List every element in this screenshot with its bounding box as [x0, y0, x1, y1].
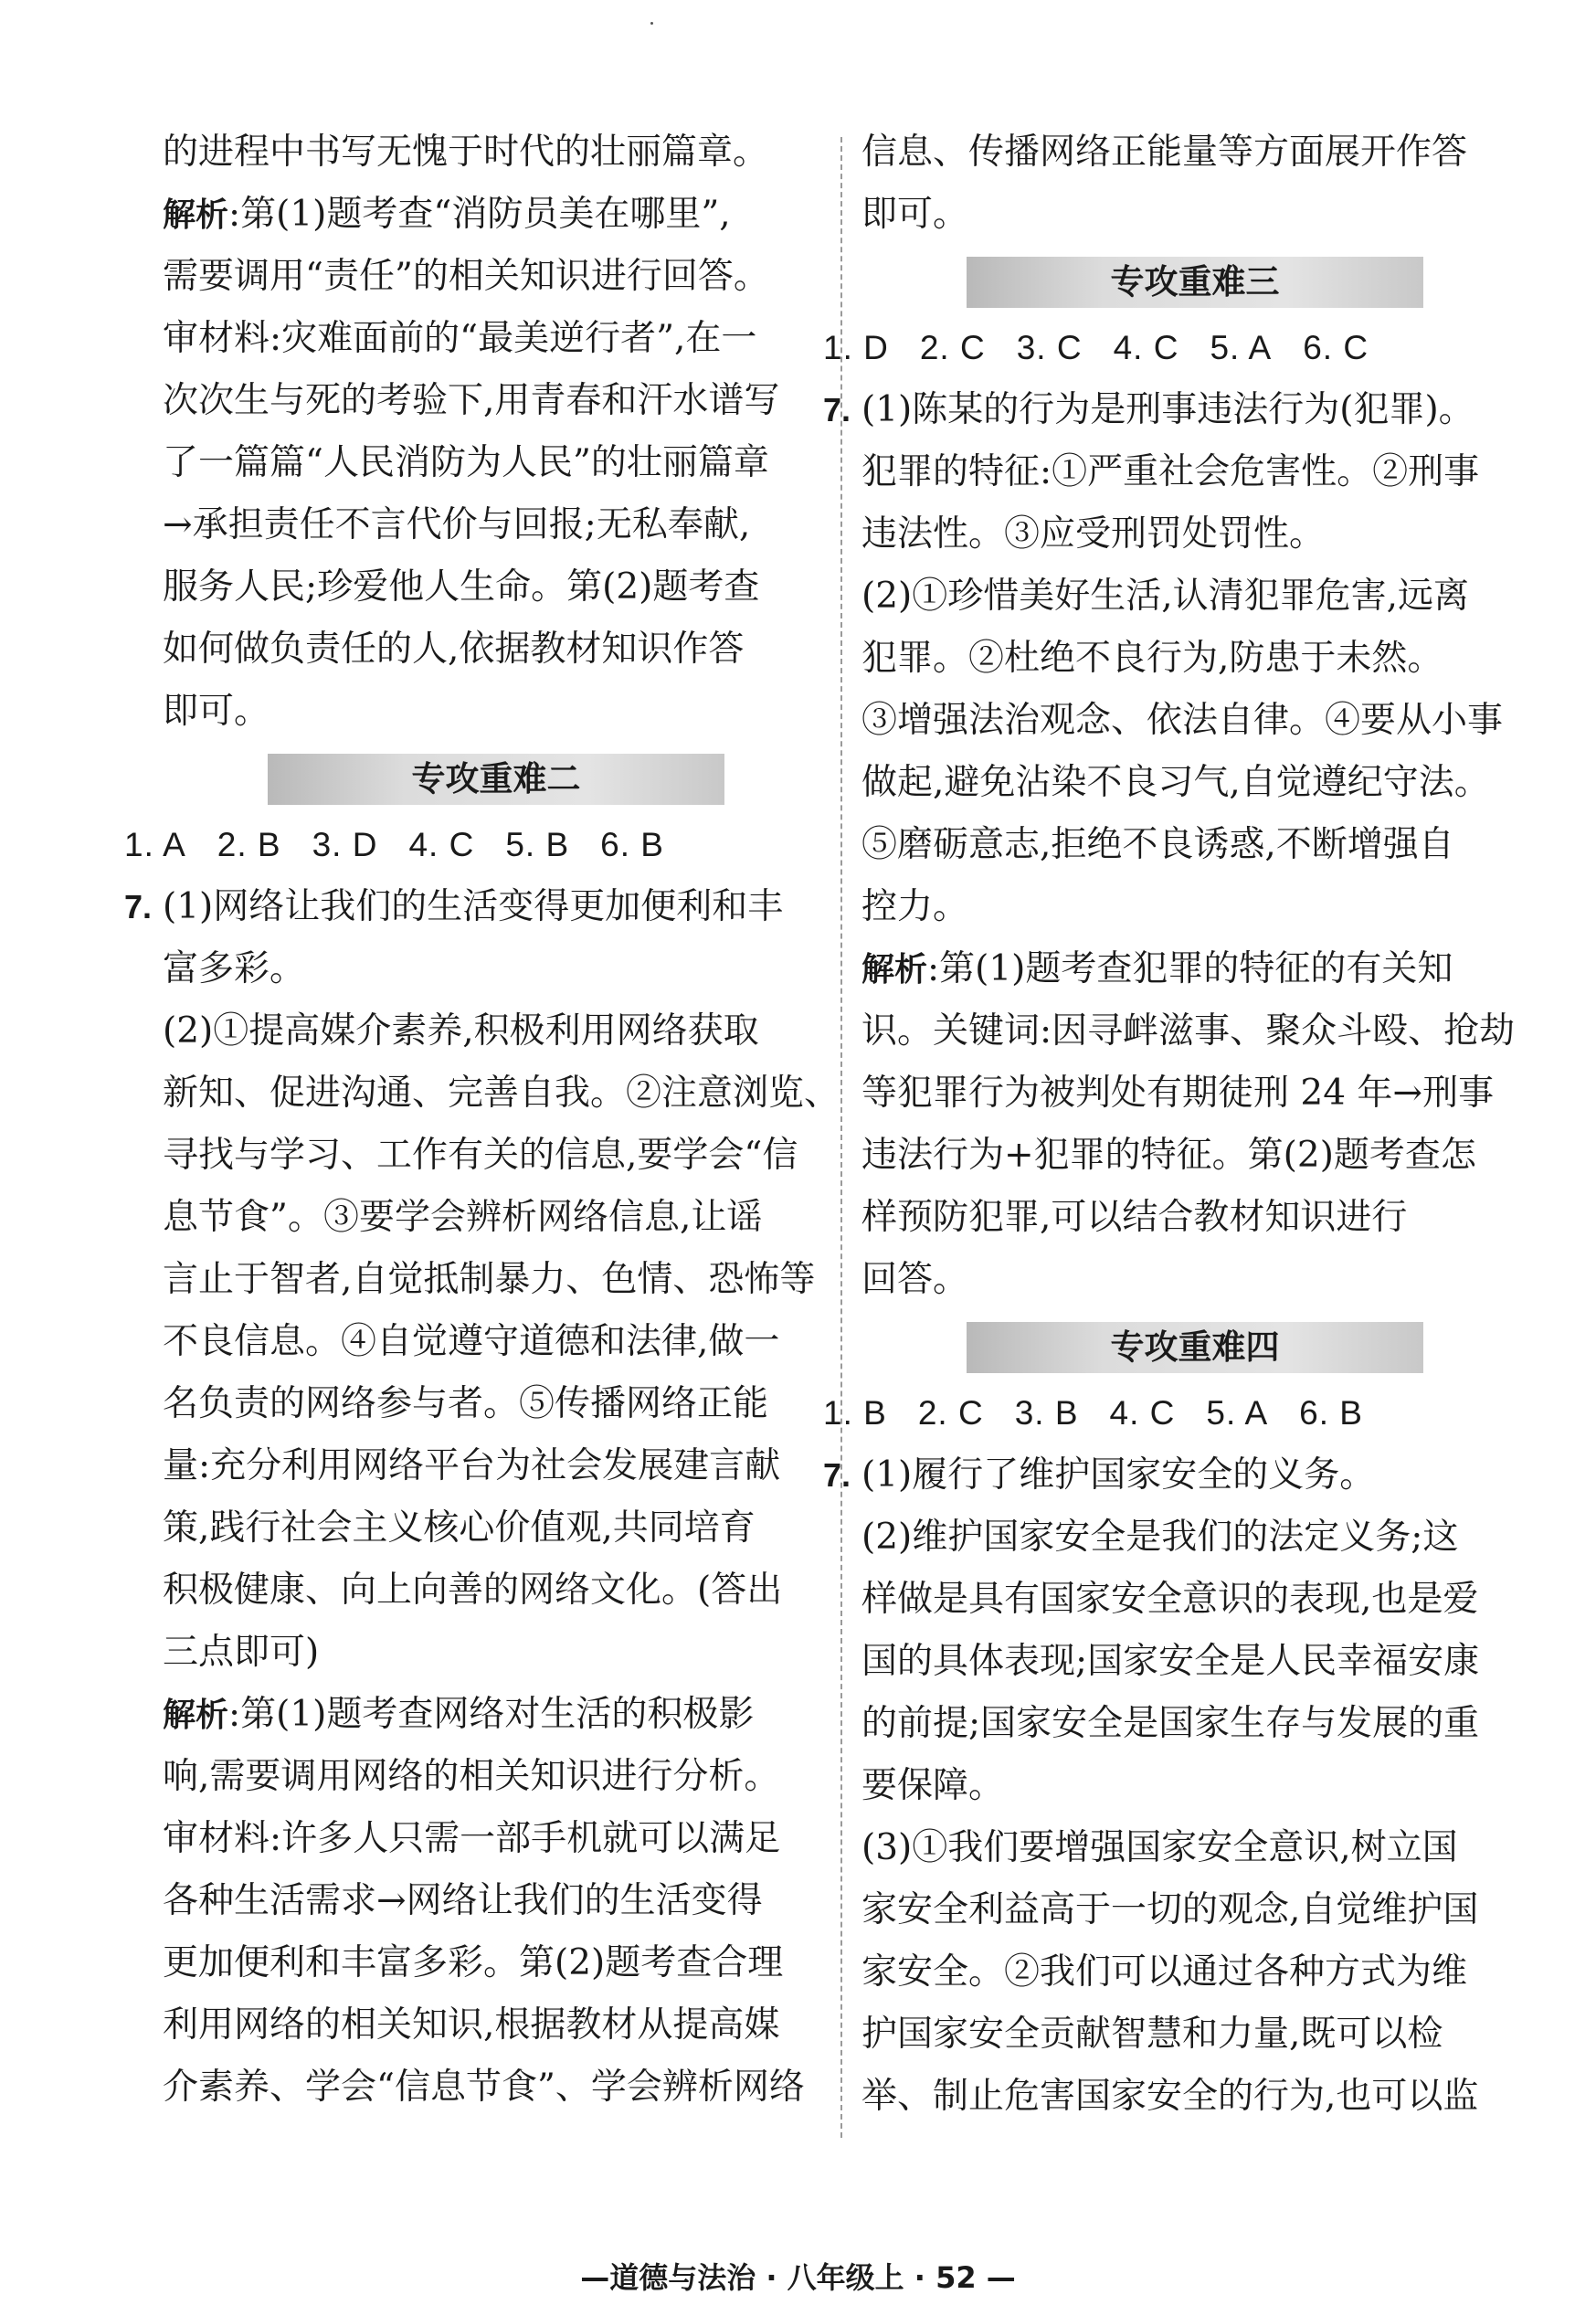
- answer-item: 6. B: [600, 826, 664, 863]
- text-line: 的进程中书写无愧于时代的壮丽篇章。: [163, 132, 769, 173]
- analysis-line: [861, 938, 1528, 1000]
- question-text: (1)履行了维护国家安全的义务。: [861, 1454, 1376, 1496]
- right-column: [823, 122, 1528, 2128]
- question-number: 7.: [823, 1456, 851, 1494]
- answer-item: 5. B: [505, 826, 570, 863]
- text-line: 样做是具有国家安全意识的表现,也是爱: [861, 1579, 1479, 1620]
- text-line: 即可。: [163, 691, 270, 732]
- text-line: 信息、传播网络正能量等方面展开作答: [861, 132, 1468, 173]
- text-line: 国的具体表现;国家安全是人民幸福安康: [861, 1641, 1480, 1682]
- answer-item: 4. C: [1109, 1394, 1176, 1432]
- text-line: 做起,避免沾染不良习气,自觉遵纪守法。: [861, 762, 1490, 803]
- left-column: [124, 122, 840, 2119]
- answer-row: [124, 814, 830, 876]
- answer-item: 3. C: [1016, 329, 1083, 366]
- text-line: 息节食”。③要学会辨析网络信息,让谣: [163, 1197, 763, 1238]
- text-line: 富多彩。: [163, 948, 306, 989]
- question-number: 7.: [823, 391, 851, 428]
- analysis-text: :第(1)题考查犯罪的特征的有关知: [927, 948, 1453, 989]
- text-line: 护国家安全贡献智慧和力量,既可以检: [861, 2014, 1443, 2055]
- analysis-line: [163, 1684, 830, 1746]
- text-line: (3)①我们要增强国家安全意识,树立国: [861, 1827, 1458, 1868]
- question-text: (1)陈某的行为是刑事违法行为(犯罪)。: [861, 389, 1474, 430]
- text-line: (2)维护国家安全是我们的法定义务;这: [861, 1517, 1459, 1558]
- answer-item: 2. B: [217, 826, 281, 863]
- analysis-label: 解析: [861, 951, 928, 989]
- text-line: 回答。: [861, 1259, 969, 1300]
- answer-row: [823, 317, 1528, 379]
- text-line: 犯罪的特征:①严重社会危害性。②刑事: [861, 451, 1480, 492]
- answer-item: 1. B: [823, 1394, 887, 1432]
- analysis-text: :第(1)题考查“消防员美在哪里”,: [228, 194, 731, 235]
- answer-item: 6. C: [1303, 329, 1369, 366]
- text-line: 违法行为+犯罪的特征。第(2)题考查怎: [861, 1135, 1476, 1176]
- analysis-label: 解析: [163, 196, 229, 234]
- text-line: 服务人民;珍爱他人生命。第(2)题考查: [163, 566, 760, 608]
- text-line: 识。关键词:因寻衅滋事、聚众斗殴、抢劫: [861, 1010, 1516, 1052]
- answer-item: 2. C: [917, 1394, 984, 1432]
- text-line: 等犯罪行为被判处有期徒刑 24 年→刑事: [861, 1073, 1495, 1114]
- answer-item: 1. D: [823, 329, 889, 366]
- answer-item: 1. A: [124, 826, 186, 863]
- answer-item: 4. C: [408, 826, 475, 863]
- analysis-line: [163, 184, 830, 246]
- text-line: →承担责任不言代价与回报;无私奉献,: [163, 504, 751, 545]
- text-line: 犯罪。②杜绝不良行为,防患于未然。: [861, 638, 1443, 679]
- text-line: 审材料:许多人只需一部手机就可以满足: [163, 1818, 781, 1859]
- text-line: 即可。: [861, 194, 969, 235]
- text-line: 家安全。②我们可以通过各种方式为维: [861, 1951, 1468, 1993]
- answer-item: 4. C: [1113, 329, 1179, 366]
- text-line: ③增强法治观念、依法自律。④要从小事: [861, 700, 1504, 741]
- text-line: 新知、促进沟通、完善自我。②注意浏览、: [163, 1073, 840, 1114]
- text-line: 的前提;国家安全是国家生存与发展的重: [861, 1703, 1480, 1744]
- page-speck: [650, 22, 653, 25]
- text-line: 不良信息。④自觉遵守道德和法律,做一: [163, 1321, 780, 1362]
- text-line: 次次生与死的考验下,用青春和汗水谱写: [163, 380, 780, 421]
- section-heading: 专攻重难四: [967, 1322, 1423, 1373]
- text-line: 积极健康、向上向善的网络文化。(答出: [163, 1570, 783, 1611]
- text-line: 控力。: [861, 886, 969, 927]
- text-line: 寻找与学习、工作有关的信息,要学会“信: [163, 1135, 798, 1176]
- section-heading: 专攻重难三: [967, 257, 1423, 308]
- text-line: 策,践行社会主义核心价值观,共同培育: [163, 1507, 756, 1549]
- section-heading-wrap: [163, 743, 830, 814]
- question-line: [124, 876, 830, 938]
- text-line: 样预防犯罪,可以结合教材知识进行: [861, 1197, 1408, 1238]
- text-line: 言止于智者,自觉抵制暴力、色情、恐怖等: [163, 1259, 816, 1300]
- answer-item: 3. B: [1014, 1394, 1079, 1432]
- answer-item: 5. A: [1210, 329, 1273, 366]
- section-heading-wrap: [861, 1311, 1528, 1382]
- text-line: (2)①提高媒介素养,积极利用网络获取: [163, 1010, 759, 1052]
- text-line: 举、制止危害国家安全的行为,也可以监: [861, 2076, 1479, 2117]
- text-line: 更加便利和丰富多彩。第(2)题考查合理: [163, 1942, 784, 1983]
- text-line: 需要调用“责任”的相关知识进行回答。: [163, 256, 769, 297]
- text-line: 响,需要调用网络的相关知识进行分析。: [163, 1756, 780, 1797]
- text-line: 量:充分利用网络平台为社会发展建言献: [163, 1445, 781, 1486]
- text-line: 如何做负责任的人,依据教材知识作答: [163, 629, 745, 670]
- question-number: 7.: [124, 888, 153, 925]
- question-line: [823, 1444, 1528, 1507]
- text-line: ⑤磨砺意志,拒绝不良诱惑,不断增强自: [861, 824, 1454, 865]
- section-heading: 专攻重难二: [268, 754, 724, 805]
- answer-item: 3. D: [312, 826, 378, 863]
- answer-row: [823, 1382, 1528, 1444]
- answer-item: 5. A: [1206, 1394, 1269, 1432]
- text-line: 了一篇篇“人民消防为人民”的壮丽篇章: [163, 442, 769, 483]
- analysis-text: :第(1)题考查网络对生活的积极影: [228, 1694, 755, 1735]
- answer-item: 2. C: [919, 329, 986, 366]
- page-footer: —道德与法治 · 八年级上 · 52 —: [580, 2260, 1016, 2295]
- text-line: 三点即可): [163, 1632, 320, 1673]
- question-line: [823, 379, 1528, 441]
- analysis-label: 解析: [163, 1697, 229, 1734]
- text-line: 介素养、学会“信息节食”、学会辨析网络: [163, 2067, 805, 2108]
- section-heading-wrap: [861, 246, 1528, 317]
- text-line: 要保障。: [861, 1765, 1005, 1806]
- text-line: 名负责的网络参与者。⑤传播网络正能: [163, 1383, 769, 1424]
- text-line: (2)①珍惜美好生活,认清犯罪危害,远离: [861, 576, 1470, 617]
- answer-item: 6. B: [1299, 1394, 1363, 1432]
- text-line: 家安全利益高于一切的观念,自觉维护国: [861, 1889, 1479, 1930]
- text-line: 各种生活需求→网络让我们的生活变得: [163, 1880, 763, 1921]
- question-text: (1)网络让我们的生活变得更加便利和丰: [163, 886, 784, 927]
- text-line: 违法性。③应受刑罚处罚性。: [861, 513, 1326, 555]
- text-line: 利用网络的相关知识,根据教材从提高媒: [163, 2004, 780, 2046]
- text-line: 审材料:灾难面前的“最美逆行者”,在一: [163, 318, 757, 359]
